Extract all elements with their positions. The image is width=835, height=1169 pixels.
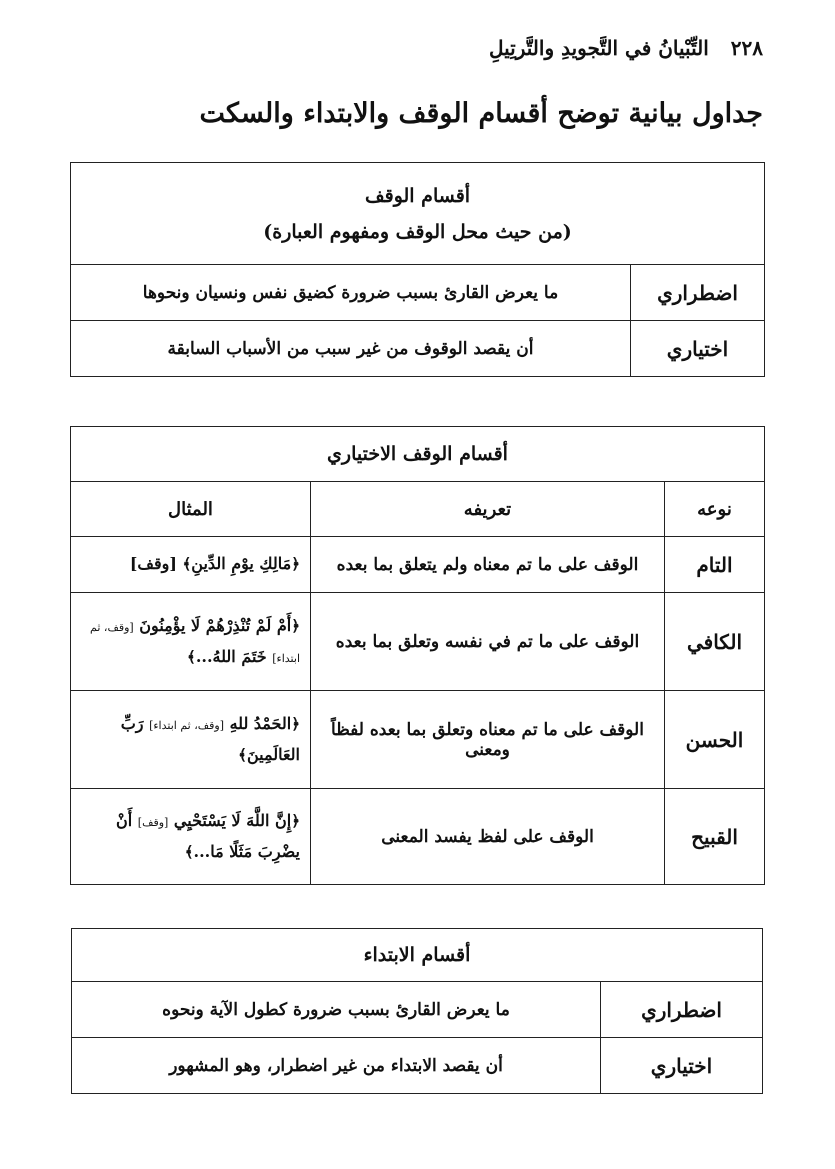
row-type: القبيح <box>665 789 765 885</box>
ornate-bracket-close: ﴾ <box>182 555 192 574</box>
row-type: اضطراري <box>631 265 765 321</box>
row-type: اختياري <box>631 321 765 377</box>
ornate-bracket-close: ﴾ <box>184 842 194 861</box>
row-example <box>71 691 311 789</box>
row-type: التام <box>665 537 765 593</box>
table-row <box>71 321 765 377</box>
row-definition: الوقف على لفظ يفسد المعنى <box>311 789 665 885</box>
ornate-bracket-open: ﴿ <box>291 812 300 831</box>
ibtida-table <box>71 928 763 1094</box>
stop-note: [وقف] <box>137 816 169 830</box>
row-definition: الوقف على ما تم في نفسه وتعلق بما بعده <box>311 593 665 691</box>
verse-text-continued: خَتَمَ اللهُ... <box>195 646 267 666</box>
row-type: اختياري <box>601 1038 763 1094</box>
ornate-bracket-open: ﴿ <box>291 555 300 574</box>
row-definition: الوقف على ما تم معناه وتعلق بما بعده لفظاً ومعنى <box>311 691 665 789</box>
ikhtiyari-table-title: أقسام الوقف الاختياري <box>71 427 765 482</box>
column-header-definition: تعريفه <box>311 482 665 537</box>
stop-note: [وقف، ثم ابتداء] <box>149 719 224 733</box>
row-example <box>71 537 311 593</box>
page-title: جداول بيانية توضح أقسام الوقف والابتداء والسكت <box>199 98 763 129</box>
waqf-table-title: أقسام الوقف <box>364 184 471 207</box>
waqf-table-caption <box>71 163 765 265</box>
row-type: الكافي <box>665 593 765 691</box>
stop-note: [وقف، ثم ابتداء] <box>90 621 300 665</box>
page-number: ٢٢٨ <box>730 36 763 60</box>
verse-text: الحَمْدُ للهِ <box>229 714 292 734</box>
ornate-bracket-close: ﴾ <box>238 745 247 764</box>
table-row <box>71 691 765 789</box>
ornate-bracket-open: ﴿ <box>291 617 300 636</box>
table-row <box>71 789 765 885</box>
waqf-table-subtitle: (من حيث محل الوقف ومفهوم العبارة) <box>263 220 572 243</box>
row-example <box>71 789 311 885</box>
table-row <box>71 593 765 691</box>
stop-note: [وقف] <box>129 554 177 574</box>
verse-text: أَمْ لَمْ تُنْذِرْهُمْ لَا يؤْمِنُونَ <box>139 616 292 636</box>
table-row <box>71 265 765 321</box>
verse-text: مَالِكِ يوْمِ الدِّينِ <box>191 554 292 574</box>
row-type: اضطراري <box>601 982 763 1038</box>
row-description: ما يعرض القارئ بسبب ضرورة كضيق نفس ونسيان ونحوها <box>71 265 631 321</box>
book-title: التِّبْيانُ في التَّجويدِ والتَّرتِيلِ <box>488 36 709 60</box>
waqf-table <box>70 162 765 377</box>
column-header-example: المثال <box>71 482 311 537</box>
row-type: الحسن <box>665 691 765 789</box>
running-header <box>489 36 763 60</box>
row-description: أن يقصد الابتداء من غير اضطرار، وهو المشهور <box>72 1038 601 1094</box>
row-definition: الوقف على ما تم معناه ولم يتعلق بما بعده <box>311 537 665 593</box>
column-header-type: نوعه <box>665 482 765 537</box>
verse-text-continued: أَنْ يضْرِبَ مَثَلًا مَا... <box>116 811 300 861</box>
row-description: أن يقصد الوقوف من غير سبب من الأسباب السابقة <box>71 321 631 377</box>
ikhtiyari-table <box>70 426 765 885</box>
table-row <box>71 537 765 593</box>
row-example <box>71 593 311 691</box>
table-header-row <box>71 482 765 537</box>
ornate-bracket-close: ﴾ <box>187 647 196 666</box>
verse-text-continued: رَبِّ العَالَمِينَ <box>120 714 300 764</box>
table-row <box>72 982 763 1038</box>
verse-text: إِنَّ اللَّهَ لَا يَسْتَحْيِي <box>173 811 292 831</box>
row-description: ما يعرض القارئ بسبب ضرورة كطول الآية ونحوه <box>72 982 601 1038</box>
table-row <box>72 1038 763 1094</box>
ibtida-table-title: أقسام الابتداء <box>72 929 763 982</box>
ornate-bracket-open: ﴿ <box>291 715 300 734</box>
